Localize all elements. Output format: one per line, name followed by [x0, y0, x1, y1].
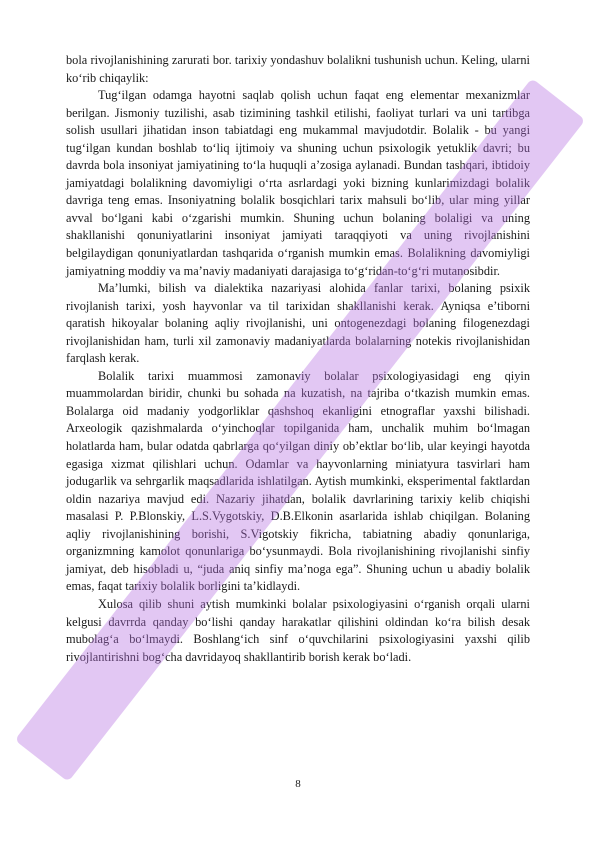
paragraph-dialectics-theory: Ma’lumki, bilish va dialektika nazariyasi alohida fanlar tarixi, bolaning psixik rivojlanish tarixi, yosh hayvonlar va til tarixidan shakllanishi kerak. Ayniqsa e’tiborni qaratish hikoyalar bolaning aqliy rivojlanishi, uni ontogenezdagi bolaning filogenezdagi rivojlanishidan ham, turli xil zamonaviy madaniyatlarda bolalarning notekis rivojlanishidan farqlash kerak.	[66, 281, 530, 366]
paragraph-childhood-history: Bolalik tarixi muammosi zamonaviy bolalar psixologiyasidagi eng qiyin muammolardan biridir, chunki bu sohada na kuzatish, na tajriba o‘tkazish mumkin emas. Bolalarga oid madaniy yodgorliklar qashshoq ekanligini etnograflar yaxshi bilishadi. Arxeologik qazishmalarda o‘yinchoqlar topilganida ham, unchalik muhim bo‘lmagan holatlarda ham, bular odatda qabrlarga qo‘yilgan diniy ob’ektlar bo‘lib, ular keyingi hayotda egasiga xizmat qilishlari uchun. Odamlar va hayvonlarning miniatyura tasvirlari ham jodugarlik va sehrgarlik maqsadlarida ishlatilgan. Aytish mumkinki, eksperimental faktlardan oldin nazariya mavjud edi. Nazariy jihatdan, bolalik davrlarining tarixiy kelib chiqishi masalasi P. P.Blonskiy, L.S.Vygotskiy, D.B.Elkonin asarlarida ishlab chiqilgan. Bolaning aqliy rivojlanishining borishi, S.Vigotskiy fikricha, tabiatning abadiy qonunlariga, organizmning kamolot qonunlariga bo‘ysunmaydi. Bola rivojlanishining rivojlanishi sinfiy jamiyat, deb hisobladi u, “juda aniq sinfiy ma’noga ega”. Shuning uchun u abadiy bolalik emas, faqat tarixiy bolalik borligini ta’kidlaydi.	[66, 368, 530, 594]
body-text	[66, 52, 530, 666]
page-number: 8	[295, 778, 301, 790]
paragraph-conclusion: Xulosa qilib shuni aytish mumkinki bolalar psixologiyasini o‘rganish orqali ularni kelgusi davrrda qanday bo‘lishi qanday harakatlar qilishini oldindan ko‘ra bilish desak mubolag‘a bo‘lmaydi. Boshlang‘ich sinf o‘quvchilarini psixologiyasini yaxshi qilib rivojlantirishni bog‘cha davridayoq shakllantirib borish kerak bo‘ladi.	[66, 596, 530, 664]
paragraph-newborn-mechanisms: Tug‘ilgan odamga hayotni saqlab qolish uchun faqat eng elementar mexanizmlar berilgan. Jismoniy tuzilishi, asab tizimining tashkil etilishi, faoliyat turlari va uni tartibga solish usullari jihatidan inson tabiatdagi eng mukammal mavjudotdir. Bolalik - bu yangi tug‘ilgan kundan boshlab to‘liq ijtimoiy va shuning uchun psixologik yetuklik davri; bu davrda bola insoniyat jamiyatining to‘la huquqli a’zosiga aylanadi. Bundan tashqari, ibtidoiy jamiyatdagi bolalikning davomiyligi o‘rta asrlardagi yoki bizning kunlarimizdagi bolalik davriga teng emas. Insoniyatning bolalik bosqichlari tarix mahsuli bo‘lib, ular ming yillar avval bo‘lgani kabi o‘zgarishi mumkin. Shuning uchun bolaning bolaligi va uning shakllanishi qonuniyatlarini insoniyat jamiyati taraqqiyoti va uning rivojlanishini belgilaydigan qonuniyatlardan tashqarida o‘rganish mumkin emas. Bolalikning davomiyligi jamiyatning moddiy va ma’naviy madaniyati darajasiga to‘g‘ridan-to‘g‘ri mutanosibdir.	[66, 88, 530, 278]
paragraph-continuation: bola rivojlanishining zarurati bor. tarixiy yondashuv bolalikni tushunish uchun. Keling, ularni ko‘rib chiqaylik:	[66, 53, 530, 85]
